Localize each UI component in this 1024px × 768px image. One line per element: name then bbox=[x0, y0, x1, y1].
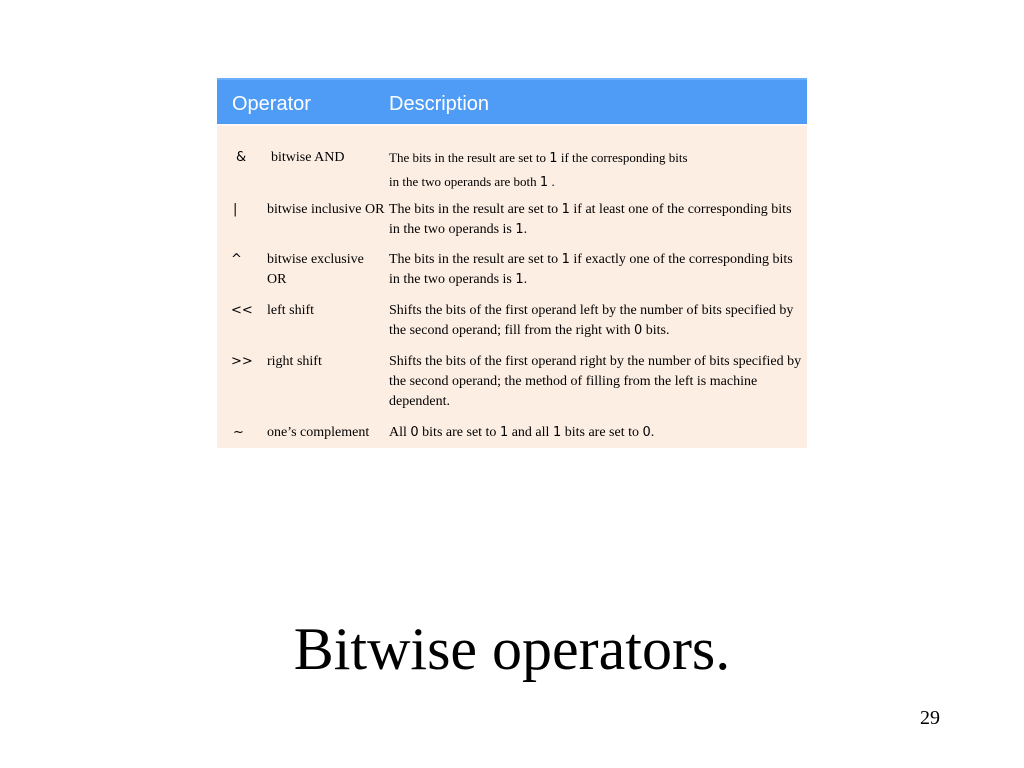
operator-cell: & bbox=[236, 150, 247, 165]
description-line: The bits in the result are set to 1 if at least one of the corresponding bits bbox=[389, 202, 792, 217]
description-cell: Shifts the bits of the first operand right by the number of bits specified by the second operand; the method of filling from the left is machine dependent. bbox=[389, 354, 802, 409]
column-header-operator: Operator bbox=[232, 93, 311, 115]
description-line: The bits in the result are set to 1 if exactly one of the corresponding bits bbox=[389, 252, 793, 267]
header-divider bbox=[217, 124, 807, 126]
operator-name-cell: left shift bbox=[267, 303, 315, 318]
operator-name-cell: bitwise exclusive OR bbox=[267, 252, 364, 287]
operator-cell: | bbox=[233, 202, 238, 217]
description-cell: All 0 bits are set to 1 and all 1 bits are set to 0. bbox=[389, 425, 655, 440]
operators-table bbox=[217, 78, 807, 448]
description-line: in the two operands is 1. bbox=[389, 272, 528, 287]
operator-name-cell: right shift bbox=[267, 354, 322, 369]
description-line: the second operand; fill from the right with 0 bits. bbox=[389, 323, 670, 338]
description-cell bbox=[389, 250, 807, 290]
description-line: Shifts the bits of the first operand left by the number of bits specified by bbox=[389, 303, 794, 318]
description-cell bbox=[389, 148, 807, 193]
column-header-description: Description bbox=[389, 93, 490, 115]
slide-title: Bitwise operators. bbox=[293, 616, 731, 682]
table-header bbox=[217, 78, 807, 124]
description-line: The bits in the result are set to 1 if the corresponding bits bbox=[389, 150, 688, 166]
operator-cell: << bbox=[231, 303, 253, 318]
description-cell bbox=[389, 301, 807, 341]
operator-name-cell: bitwise inclusive OR bbox=[267, 202, 385, 217]
page-number: 29 bbox=[920, 707, 940, 729]
description-cell bbox=[389, 200, 807, 240]
operator-name-cell: bitwise AND bbox=[271, 150, 345, 165]
description-line: in the two operands is 1. bbox=[389, 222, 528, 237]
operator-cell: ~ bbox=[233, 425, 244, 440]
operator-name-cell: one’s complement bbox=[267, 425, 370, 440]
operator-cell: >> bbox=[231, 354, 253, 369]
operator-cell: ^ bbox=[231, 252, 242, 267]
description-line: in the two operands are both 1 . bbox=[389, 174, 555, 190]
